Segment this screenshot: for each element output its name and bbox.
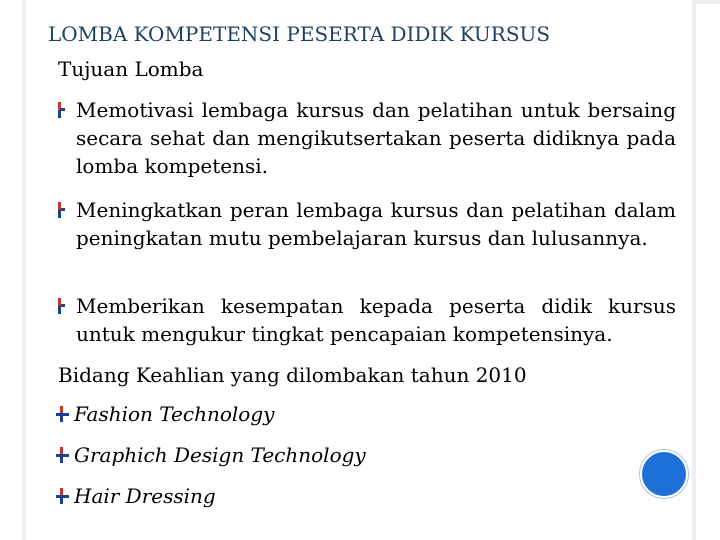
list-item-text: Memotivasi lembaga kursus dan pelatihan untuk bersaing secara sehat dan mengikutsertakan peserta didiknya pada lomba kompetensi. bbox=[76, 98, 676, 178]
bullet-icon bbox=[56, 202, 66, 218]
section-heading-tujuan: Tujuan Lomba bbox=[58, 57, 204, 81]
list-item-text: Hair Dressing bbox=[74, 484, 216, 508]
bullet-icon bbox=[56, 447, 70, 463]
frame-line-left bbox=[22, 0, 26, 540]
list-item-text: Graphich Design Technology bbox=[74, 443, 366, 467]
slide-title: LOMBA KOMPETENSI PESERTA DIDIK KURSUS bbox=[48, 22, 551, 46]
bullet-icon bbox=[56, 102, 66, 118]
list-item-text: Fashion Technology bbox=[74, 402, 275, 426]
bullet-icon bbox=[56, 406, 70, 422]
frame-corner bbox=[692, 0, 720, 4]
section-heading-bidang: Bidang Keahlian yang dilombakan tahun 2010 bbox=[58, 363, 527, 387]
bullet-icon bbox=[56, 488, 70, 504]
frame-line-right bbox=[692, 0, 696, 540]
bullet-icon bbox=[56, 298, 66, 314]
list-item-text: Meningkatkan peran lembaga kursus dan pelatihan dalam peningkatan mutu pembelajaran kursus dan lulusannya. bbox=[76, 198, 676, 250]
decorative-circle bbox=[640, 450, 688, 498]
list-item-text: Memberikan kesempatan kepada peserta didik kursus untuk mengukur tingkat pencapaian kompetensinya. bbox=[76, 294, 676, 346]
